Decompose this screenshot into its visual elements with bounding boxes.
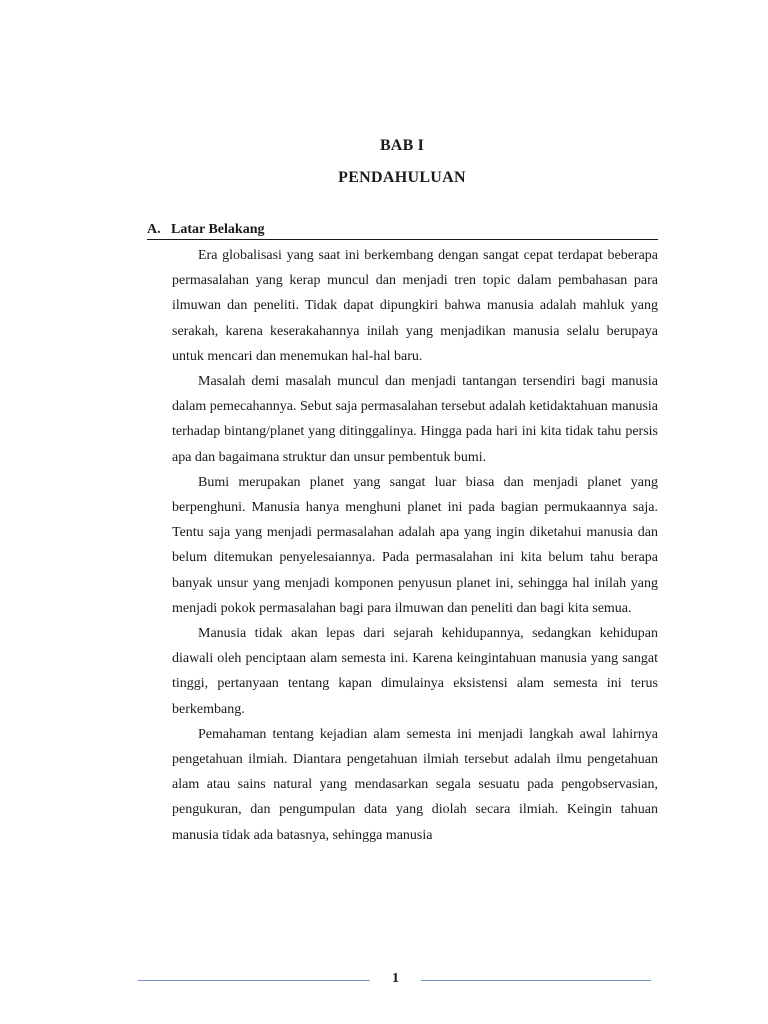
page-footer [0, 968, 768, 992]
footer-rule-right [421, 980, 651, 981]
section-title: Latar Belakang [171, 222, 265, 237]
chapter-label: BAB I [379, 137, 425, 154]
paragraph: Era globalisasi yang saat ini berkembang dengan sangat cepat terdapat beberapa permasalahan yang kerap muncul dan menjadi tren topic dalam pembahasan para ilmuwan dan peneliti. Tidak dapat dipungkiri bahwa manusia adalah mahluk yang serakah, karena keserakahannya inilah yang menjadikan manusia selalu berupaya untuk mencari dan menemukan hal-hal baru. [172, 248, 658, 364]
section-heading [147, 222, 658, 240]
paragraph: Masalah demi masalah muncul dan menjadi tantangan tersendiri bagi manusia dalam pemecahannya. Sebut saja permasalahan tersebut adalah ketidaktahuan manusia terhadap bintang/planet yang ditinggalinya. Hingga pada hari ini kita tidak tahu persis apa dan bagaimana struktur dan unsur pembentuk bumi. [172, 374, 658, 465]
paragraph: Manusia tidak akan lepas dari sejarah kehidupannya, sedangkan kehidupan diawali oleh penciptaan alam semesta ini. Karena keingintahuan manusia yang sangat tinggi, pertanyaan tentang kapan dimulainya eksistensi alam semesta ini terus berkembang. [172, 626, 658, 717]
paragraph: Pemahaman tentang kejadian alam semesta ini menjadi langkah awal lahirnya pengetahuan ilmiah. Diantara pengetahuan ilmiah tersebut adalah ilmu pengetahuan alam atau sains natural yang mendasarkan segala sesuatu pada pengobservasian, pengukuran, dan pengumpulan data yang diolah secara ilmiah. Keingin tahuan manusia tidak ada batasnya, sehingga manusia [172, 726, 658, 843]
section-number: A. [147, 222, 161, 237]
page-number: 1 [392, 971, 399, 986]
paragraph: Bumi merupakan planet yang sangat luar biasa dan menjadi planet yang berpenghuni. Manusia hanya menghuni planet ini pada bagian permukaannya saja. Tentu saja yang menjadi permasalahan adalah apa yang ingin diketahui manusia dan belum ditemukan penyelesaiannya. Pada permasalahan ini kita belum tahu berapa banyak unsur yang menjadi komponen penyusun planet ini, sehingga hal inilah yang menjadi pokok permasalahan bagi para ilmuwan dan peneliti dan bagi kita semua. [172, 474, 658, 616]
footer-rule-left [138, 980, 370, 981]
section-body [172, 243, 658, 848]
chapter-title: PENDAHULUAN [338, 169, 466, 186]
